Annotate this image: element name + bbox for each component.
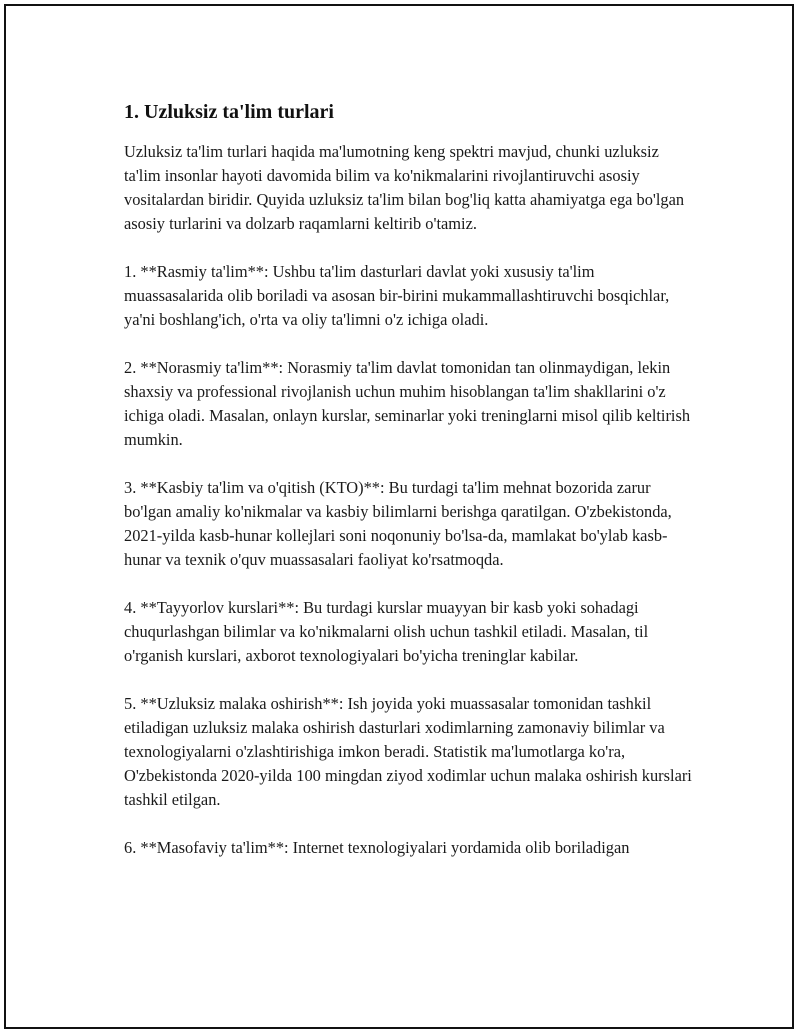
intro-paragraph: Uzluksiz ta'lim turlari haqida ma'lumotning keng spektri mavjud, chunki uzluksiz ta'lim insonlar hayoti davomida bilim va ko'nikmalarini rivojlantiruvchi asosiy vositalardan biridir. Quyida uzluksiz ta'lim bilan bog'liq katta ahamiyatga ega bo'lgan asosiy turlarini va dolzarb raqamlarni keltirib o'tamiz. xyxy=(124,142,685,233)
section-title: 1. Uzluksiz ta'lim turlari xyxy=(124,101,334,123)
list-item-kasbiy-talim: 3. **Kasbiy ta'lim va o'qitish (KTO)**: Bu turdagi ta'lim mehnat bozorida zarur bo'lgan amaliy ko'nikmalar va kasbiy bilimlarni berishga qaratilgan. O'zbekistonda, 2021-yilda kasb-hunar kollejlari soni noqonuniy bo'lsa-da, mamlakat bo'ylab kasb-hunar va texnik o'quv muassasalari faoliyat ko'rsatmoqda. xyxy=(124,478,672,569)
list-item-norasmiy-talim: 2. **Norasmiy ta'lim**: Norasmiy ta'lim davlat tomonidan tan olinmaydigan, lekin shaxsiy va professional rivojlanish uchun muhim hisoblangan ta'lim shakllarini o'z ichiga oladi. Masalan, onlayn kurslar, seminarlar yoki treninglarni misol qilib keltirish mumkin. xyxy=(124,358,691,449)
page-frame xyxy=(4,4,794,1029)
list-item-rasmiy-talim: 1. **Rasmiy ta'lim**: Ushbu ta'lim dasturlari davlat yoki xususiy ta'lim muassasalarida olib boriladi va asosan bir-birini mukammallashtiruvchi bosqichlar, ya'ni boshlang'ich, o'rta va oliy ta'limni o'z ichiga oladi. xyxy=(124,262,670,329)
list-item-tayyorlov-kurslari: 4. **Tayyorlov kurslari**: Bu turdagi kurslar muayyan bir kasb yoki sohadagi chuqurlashgan bilimlar va ko'nikmalarni olish uchun tashkil etiladi. Masalan, til o'rganish kurslari, axborot texnologiyalari bo'yicha treninglar kabilar. xyxy=(124,598,649,665)
document-body xyxy=(124,98,694,884)
list-item-masofaviy-talim: 6. **Masofaviy ta'lim**: Internet texnologiyalari yordamida olib boriladigan xyxy=(124,838,630,857)
list-item-malaka-oshirish: 5. **Uzluksiz malaka oshirish**: Ish joyida yoki muassasalar tomonidan tashkil etiladigan uzluksiz malaka oshirish dasturlari xodimlarning zamonaviy bilimlar va texnologiyalarni o'zlashtirishiga imkon beradi. Statistik ma'lumotlarga ko'ra, O'zbekistonda 2020-yilda 100 mingdan ziyod xodimlar uchun malaka oshirish kurslari tashkil etilgan. xyxy=(124,694,692,809)
